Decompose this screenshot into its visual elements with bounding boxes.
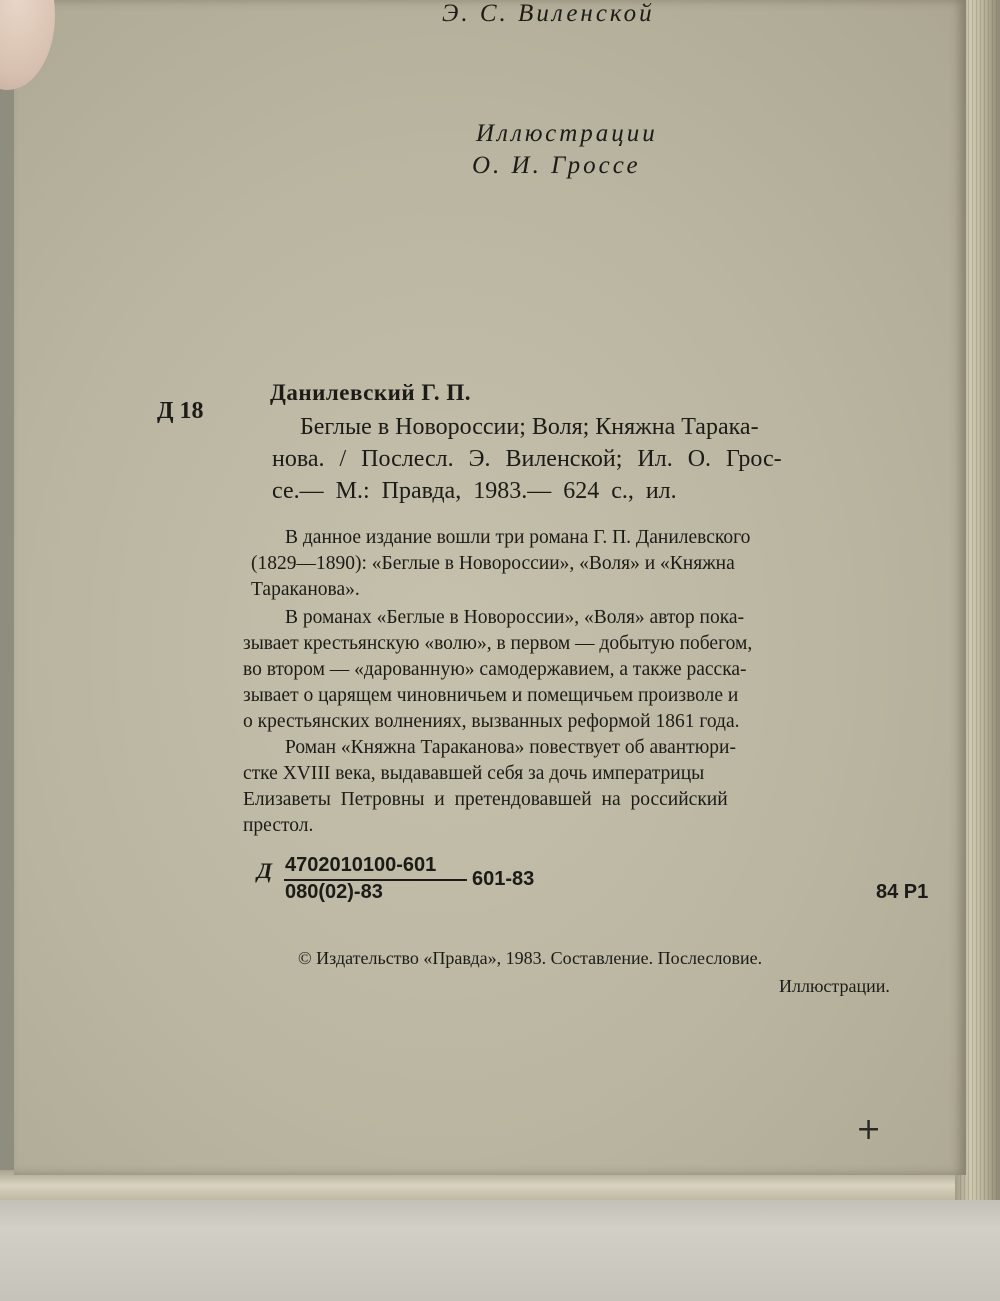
handwritten-mark: +	[856, 1112, 882, 1147]
abstract-line: (1829—1890): «Беглые в Новороссии», «Воля» и «Княжна	[251, 553, 735, 574]
abstract-line: Роман «Княжна Тараканова» повествует об авантюри-	[285, 737, 736, 758]
abstract-line: Елизаветы Петровны и претендовавшей на российский	[243, 789, 728, 810]
abstract-line: стке XVIII века, выдававшей себя за дочь императрицы	[243, 763, 705, 784]
page-edge-lines	[960, 0, 1000, 1200]
description-line: нова. / Послесл. Э. Виленской; Ил. О. Грос-	[272, 446, 782, 472]
code-numerator: 4702010100-601	[285, 854, 437, 876]
illustrator-name: О. И. Гроссе	[472, 152, 641, 179]
copyright-line: © Издательство «Правда», 1983. Составление. Послесловие.	[298, 948, 763, 968]
book-page	[14, 0, 966, 1175]
abstract-line: о крестьянских волнениях, вызванных реформой 1861 года.	[243, 711, 740, 732]
code-suffix: 601-83	[472, 868, 535, 890]
abstract-line: зывает о царящем чиновничьем и помещичьем произволе и	[243, 685, 739, 706]
illustrations-label: Иллюстрации	[476, 120, 658, 147]
bbk-code: 84 Р1	[876, 881, 929, 903]
abstract-line: В романах «Беглые в Новороссии», «Воля» автор пока-	[285, 607, 745, 628]
afterword-author: Э. С. Виленской	[442, 0, 655, 27]
copyright-line-2: Иллюстрации.	[779, 976, 890, 996]
abstract-line: В данное издание вошли три романа Г. П. Данилевского	[285, 527, 751, 548]
code-denominator: 080(02)-83	[285, 881, 383, 903]
abstract-line: Тараканова».	[251, 579, 360, 600]
catalog-author: Данилевский Г. П.	[270, 380, 472, 405]
code-prefix: Д	[257, 858, 273, 883]
abstract-line: престол.	[243, 815, 314, 836]
abstract-line: во втором — «дарованную» самодержавием, а также расска-	[243, 659, 747, 680]
abstract-line: зывает крестьянскую «волю», в первом — добытую побегом,	[243, 633, 753, 654]
description-line: Беглые в Новороссии; Воля; Княжна Тарака-	[300, 414, 759, 440]
library-code: Д 18	[157, 398, 204, 424]
description-line: се.— М.: Правда, 1983.— 624 с., ил.	[272, 478, 677, 504]
